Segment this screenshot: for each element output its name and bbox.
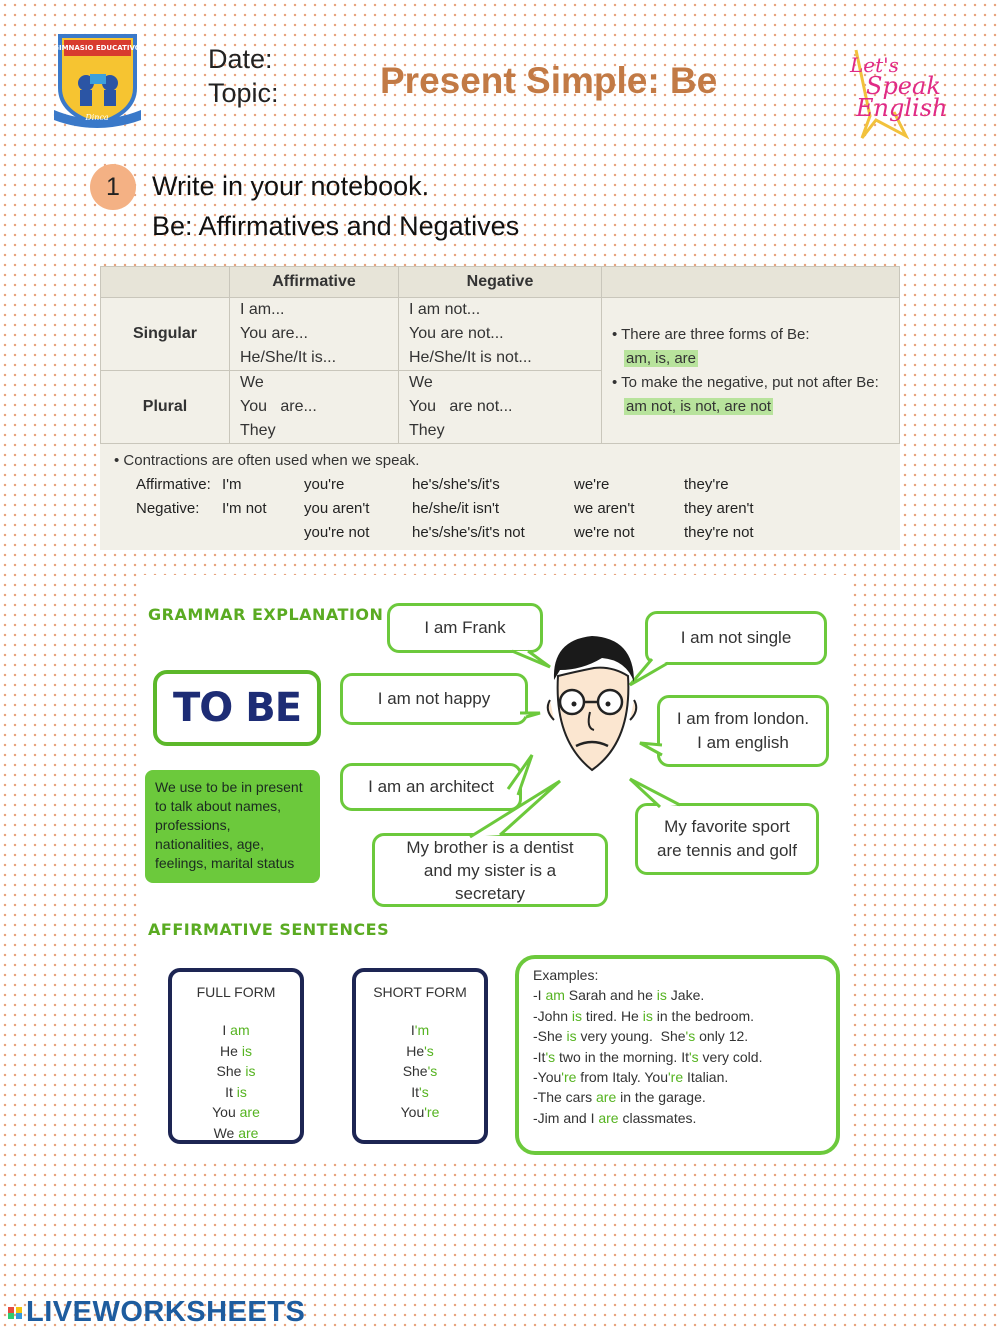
- contraction-cell: you aren't: [304, 500, 370, 517]
- contraction-cell: they aren't: [684, 500, 754, 517]
- examples-list: [533, 985, 822, 1128]
- contraction-cell: he's/she's/it's not: [412, 524, 525, 541]
- svg-text:Speak: Speak: [866, 72, 941, 100]
- note-three-forms: • There are three forms of Be:: [612, 325, 810, 343]
- full-form-row: I am: [222, 1022, 250, 1038]
- usage-note-box: We use to be in present to talk about names, professions, nationalities, age, feelings, marital status: [145, 770, 320, 883]
- full-form-row: We are: [213, 1124, 259, 1141]
- bubble-line: I am english: [697, 733, 789, 752]
- bubble-not-single: I am not single: [645, 611, 827, 665]
- date-label: Date:: [208, 44, 273, 74]
- svg-text:Let's: Let's: [850, 53, 899, 77]
- row-plural-label: Plural: [101, 371, 230, 444]
- topic-label: Topic:: [208, 78, 279, 108]
- singular-affirmative-cell: [230, 298, 399, 371]
- contraction-label: Negative:: [136, 500, 200, 517]
- brand-name: LIVEWORKSHEETS: [26, 1296, 306, 1328]
- example-sentence: -I am Sarah and he is Jake.: [533, 987, 705, 1004]
- bubble-line: I am from london.: [676, 709, 810, 728]
- table-line: They: [409, 422, 445, 439]
- short-form-title: SHORT FORM: [373, 984, 467, 1000]
- date-topic-block: [208, 42, 279, 110]
- svg-text:English: English: [856, 94, 948, 122]
- bubble-line: and my sister is a: [423, 860, 557, 880]
- contraction-cell: they're: [684, 476, 729, 493]
- header-negative: Negative: [399, 267, 602, 298]
- svg-text:Dinca: Dinca: [85, 113, 109, 122]
- examples-title: Examples:: [533, 967, 599, 983]
- bubble-line: My favorite sport: [664, 817, 790, 836]
- table-line: They: [240, 422, 276, 439]
- brand-squares-icon: [8, 1307, 26, 1319]
- full-form-row: It is: [225, 1083, 247, 1100]
- to-be-title-box: TO BE: [153, 670, 321, 746]
- bubble-architect: I am an architect: [340, 763, 522, 811]
- contraction-cell: he's/she's/it's: [412, 476, 500, 493]
- short-form-row: It's: [411, 1083, 429, 1100]
- examples-box: [515, 955, 840, 1155]
- contraction-cell: they're not: [684, 524, 754, 541]
- bubble-i-am-frank: I am Frank: [387, 603, 543, 653]
- bubble-line: are tennis and golf: [657, 841, 797, 860]
- grammar-explanation-panel: [140, 575, 850, 1160]
- full-form-row: He is: [220, 1042, 252, 1059]
- bubble-line: secretary: [455, 883, 525, 903]
- contraction-cell: I'm: [222, 476, 242, 493]
- example-sentence: -It's two in the morning. It's very cold.: [533, 1048, 763, 1065]
- header-affirmative: Affirmative: [230, 267, 399, 298]
- exercise-number-badge: 1: [90, 164, 136, 210]
- exercise-instructions: [152, 166, 519, 246]
- contraction-cell: I'm not: [222, 500, 267, 517]
- row-singular-label: Singular: [101, 298, 230, 371]
- short-form-row: You're: [400, 1104, 440, 1120]
- table-line: We: [240, 374, 264, 391]
- contraction-cell: we're: [574, 476, 610, 493]
- table-line: You are...: [240, 325, 308, 342]
- table-corner-cell: [101, 267, 230, 298]
- be-grammar-table: [100, 266, 900, 550]
- bubble-line: My brother is a dentist: [406, 837, 574, 857]
- short-form-card: [352, 968, 488, 1144]
- liveworksheets-brand: [8, 1296, 305, 1329]
- be-notes-cell: [602, 298, 900, 444]
- full-form-row: You are: [212, 1104, 260, 1120]
- table-line: You are...: [240, 398, 317, 415]
- page-title: Present Simple: Be: [380, 60, 718, 101]
- table-line: I am...: [240, 301, 285, 318]
- note-negative: • To make the negative, put not after Be:: [612, 373, 879, 391]
- example-sentence: -John is tired. He is in the bedroom.: [533, 1007, 755, 1024]
- grammar-explanation-heading: GRAMMAR EXPLANATION: [148, 605, 384, 624]
- contraction-label: Affirmative:: [136, 476, 211, 493]
- bubble-tails: [140, 575, 850, 935]
- contractions-intro: • Contractions are often used when we speak.: [114, 452, 420, 469]
- contraction-cell: he/she/it isn't: [412, 500, 500, 517]
- affirmative-sentences-heading: AFFIRMATIVE SENTENCES: [148, 920, 390, 939]
- exercise-line-2: Be: Affirmatives and Negatives: [152, 211, 520, 241]
- contraction-cell: we're not: [574, 524, 635, 541]
- table-line: You are not...: [409, 398, 513, 415]
- affirmative-negative-table: [100, 266, 900, 444]
- example-sentence: -You're from Italy. You're Italian.: [533, 1069, 729, 1086]
- cartoon-face-illustration: [542, 630, 642, 780]
- contraction-cell: we aren't: [574, 500, 635, 517]
- note-negative-forms-highlight: am not, is not, are not: [626, 397, 772, 415]
- table-line: We: [409, 374, 433, 391]
- full-form-row: She is: [216, 1063, 256, 1079]
- plural-negative-cell: [399, 371, 602, 444]
- contraction-cell: you're not: [304, 524, 370, 541]
- table-line: He/She/It is not...: [409, 349, 532, 366]
- example-sentence: -Jim and I are classmates.: [533, 1109, 697, 1126]
- svg-text:GIMNASIO EDUCATIVO: GIMNASIO EDUCATIVO: [53, 44, 141, 52]
- short-form-row: I'm: [410, 1022, 430, 1038]
- note-forms-highlight: am, is, are: [626, 349, 697, 367]
- school-logo: [50, 28, 145, 128]
- plural-affirmative-cell: [230, 371, 399, 444]
- short-form-row: She's: [402, 1063, 438, 1079]
- singular-negative-cell: [399, 298, 602, 371]
- table-line: I am not...: [409, 301, 481, 318]
- short-form-row: He's: [406, 1042, 434, 1059]
- table-line: You are not...: [409, 325, 504, 342]
- exercise-line-1: Write in your notebook.: [152, 171, 430, 201]
- full-form-card: [168, 968, 304, 1144]
- example-sentence: -She is very young. She's only 12.: [533, 1028, 749, 1045]
- bubble-not-happy: I am not happy: [340, 673, 528, 725]
- lets-speak-english-logo: [836, 46, 958, 142]
- full-form-title: FULL FORM: [196, 984, 276, 1000]
- table-line: He/She/It is...: [240, 349, 337, 366]
- example-sentence: -The cars are in the garage.: [533, 1089, 706, 1106]
- header-notes: [602, 267, 900, 298]
- contraction-cell: you're: [304, 476, 345, 493]
